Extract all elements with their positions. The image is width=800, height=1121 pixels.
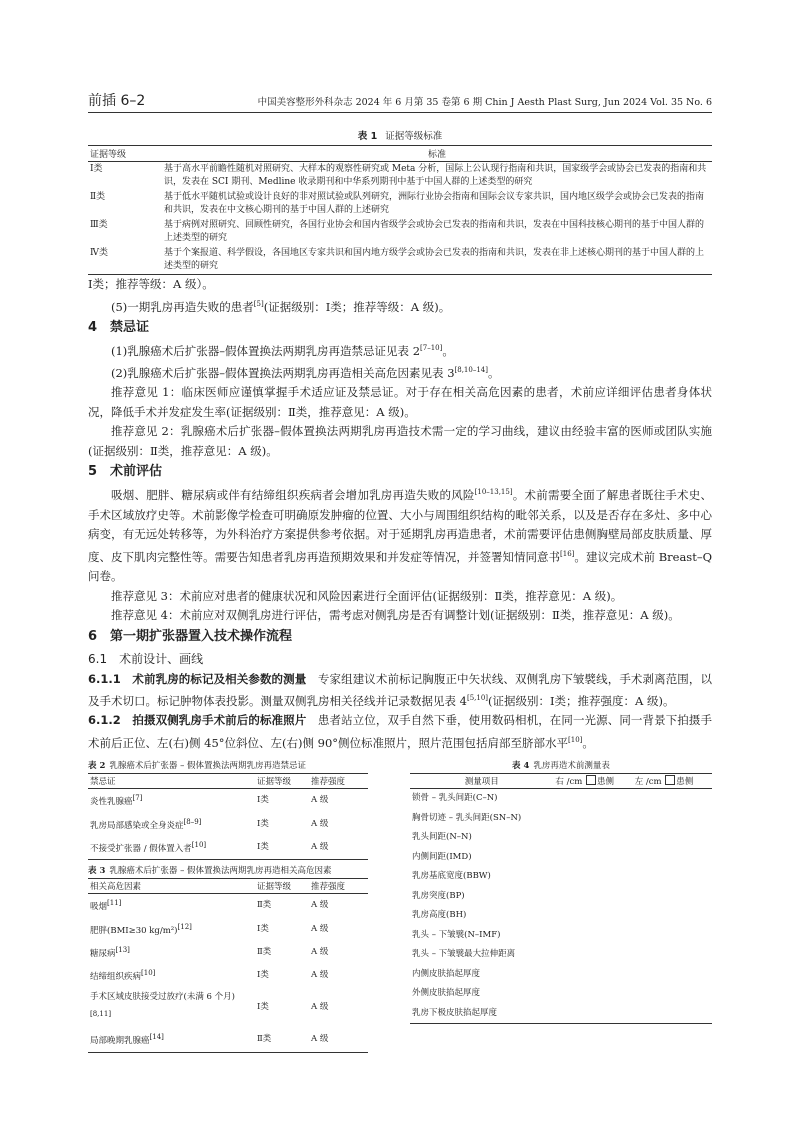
- body-paragraph: 吸烟、肥胖、糖尿病或伴有结缔组织疾病者会增加乳房再造失败的风险[10–13,15]。术前需要全面了解患者既往手术史、手术区域放疗史等。术前影像学检查可明确原发肿瘤的位置、大小与周围组织结构的毗邻关系，以及是否存在多灶、多中心病变，有无远处转移等，为外科治疗方案提供参考依据。对于延期乳房再造患者，术前需要评估患侧胸壁局部皮肤质量、厚度、皮下肌肉完整性等。需要告知患者乳房再造预期效果和并发症等情况，并签署知情同意书[16]。建议完成术前 Breast–Q 问卷。: [88, 488, 713, 584]
- table-3-col-item: 相关高危因素: [88, 879, 255, 894]
- table-row: 乳头 – 下皱襞(N–IMF): [412, 929, 501, 940]
- table-2-caption: 表 2 乳腺癌术后扩张器 – 假体置换法两期乳房再造禁忌证: [88, 761, 307, 772]
- table-row: 胸骨切迹 – 乳头间距(SN–N): [412, 812, 522, 823]
- citation: [5,10]: [466, 694, 489, 703]
- table-4-col-right: 右 /cm 患侧: [553, 774, 632, 789]
- subsection-heading-6-1: 6.1 术前设计、画线: [88, 651, 204, 666]
- table-4-caption: 表 4 乳房再造术前测量表: [512, 761, 610, 772]
- table-4-col-item: 测量项目: [410, 774, 553, 789]
- body-paragraph: Ⅰ类；推荐等级：A 级）。: [88, 277, 214, 291]
- citation: [7–10]: [420, 343, 443, 352]
- citation: [5]: [253, 299, 264, 308]
- grade-cell: Ⅲ类: [90, 220, 108, 230]
- evidence-grade-table: [88, 145, 712, 275]
- table-row: 吸烟[11] Ⅱ类 A 级: [90, 899, 329, 913]
- table-row: 乳头间距(N–N): [412, 832, 472, 843]
- table-3-caption: 表 3 乳腺癌术后扩张器 – 假体置换法两期乳房再造相关高危因素: [88, 866, 332, 877]
- citation: [10]: [568, 735, 583, 744]
- section-heading-4: 4 禁忌证: [88, 319, 150, 335]
- subsection-heading-6-1-2: 6.1.2 拍摄双侧乳房手术前后的标准照片: [88, 713, 307, 728]
- running-header: [88, 88, 712, 113]
- table-4: [410, 759, 712, 1024]
- table-row: 乳头 – 下皱襞最大拉伸距离: [412, 949, 516, 960]
- table-row: 炎性乳腺癌[7] Ⅰ类 A 级: [90, 794, 329, 808]
- standard-cell: 基于个案报道、科学假设，各国地区专家共识和国内地方级学会或协会已发表的指南和共识，发表在非上述核心期刊的基于中国人群的上述类型的研究: [164, 248, 705, 271]
- table-1-col-grade: 证据等级: [88, 146, 162, 162]
- table-row: 手术区域皮肤接受过放疗(未满 6 个月)[8,11] Ⅰ类 A 级: [90, 991, 329, 1019]
- table-row: 乳房突度(BP): [412, 890, 465, 901]
- body-paragraph: 6.1.1 术前乳房的标记及相关参数的测量 专家组建议术前标记胸腹正中矢状线、双侧乳房下皱襞线，手术剥离范围，以及手术切口。标记肿物体表投影。测量双侧乳房相关径线并记录数据见表 4[5,10](证据级别：Ⅰ类；推荐强度：A 级)。: [88, 671, 712, 708]
- bottom-tables: [88, 759, 712, 1047]
- table-3: [88, 864, 368, 1052]
- table-3-col-grade: 证据等级: [255, 879, 309, 894]
- table-row: 乳房局部感染或全身炎症[8–9] Ⅰ类 A 级: [90, 817, 329, 831]
- standard-cell: 基于高水平前瞻性随机对照研究、大样本的观察性研究或 Meta 分析，国际上公认现行指南和共识，国家级学会或协会已发表的指南和共识，发表在 SCI 期刊、Medline 收录期刊和中华系列期刊中基于中国人群的上述类型的研究: [164, 164, 707, 187]
- table-2: [88, 759, 368, 860]
- body-paragraph: (5)一期乳房再造失败的患者[5](证据级别：Ⅰ类；推荐等级：A 级)。: [111, 299, 451, 314]
- standard-cell: 基于低水平随机试验或设计良好的非对照试验或队列研究，洲际行业协会指南和国际会议专家共识，国内地区级学会或协会已发表的指南和共识，发表在中文核心期刊的基于中国人群的上述研究: [164, 192, 705, 215]
- table-row: 结缔组织疾病[10] Ⅰ类 A 级: [90, 969, 329, 983]
- citation: [10–13,15]: [474, 488, 513, 497]
- contraindication-table: [88, 773, 368, 860]
- table-1-col-standard: 标准: [162, 146, 712, 162]
- subsection-heading-6-1-1: 6.1.1 术前乳房的标记及相关参数的测量: [88, 671, 307, 686]
- table-row: 乳房基底宽度(BBW): [412, 871, 491, 882]
- body-paragraph: (1)乳腺癌术后扩张器–假体置换法两期乳房再造禁忌证见表 2[7–10]。: [111, 343, 454, 358]
- right-column: [410, 759, 712, 1024]
- grade-cell: Ⅱ类: [90, 192, 106, 202]
- table-row: 糖尿病[13] Ⅱ类 A 级: [90, 945, 329, 959]
- table-2-col-item: 禁忌证: [88, 774, 255, 789]
- table-4-col-left: 左 /cm 患侧: [633, 774, 712, 789]
- body-paragraph: (2)乳腺癌术后扩张器–假体置换法两期乳房再造相关高危因素见表 3[8,10–14]。: [111, 365, 500, 380]
- table-3-col-strength: 推荐强度: [309, 879, 368, 894]
- left-column: [88, 759, 368, 1052]
- table-row: 外侧皮肤掐起厚度: [412, 988, 481, 999]
- table-row: 内侧间距(IMD): [412, 851, 472, 862]
- table-1-caption: [88, 128, 712, 142]
- recommendation-3: 推荐意见 3：术前应对患者的健康状况和风险因素进行全面评估(证据级别：Ⅱ类，推荐意见：A 级)。: [111, 588, 623, 603]
- table-row: [88, 190, 712, 218]
- table-1-number: 表 1: [357, 131, 378, 142]
- grade-cell: Ⅳ类: [90, 248, 108, 258]
- table-row: 不接受扩张器 / 假体置入者[10] Ⅰ类 A 级: [90, 840, 329, 854]
- body-paragraph: 6.1.2 拍摄双侧乳房手术前后的标准照片 患者站立位，双手自然下垂，使用数码相机，在同一光源、同一背景下拍摄手术前后正位、左(右)侧 45°位斜位、左(右)侧 90°侧位标准照片，照片范围包括肩部至脐部水平[10]。: [88, 713, 712, 750]
- table-2-col-grade: 证据等级: [255, 774, 309, 789]
- table-row: 锁骨 – 乳头间距(C–N): [412, 793, 498, 804]
- table-row: [88, 246, 712, 275]
- page-label: 前插 6–2: [88, 93, 146, 109]
- standard-cell: 基于病例对照研究、回顾性研究，各国行业协会和国内省级学会或协会已发表的指南和共识，发表在中国科技核心期刊的基于中国人群的上述类型的研究: [164, 220, 705, 243]
- table-row: 内侧皮肤掐起厚度: [412, 968, 481, 979]
- table-row: 乳房下极皮肤掐起厚度: [412, 1007, 498, 1018]
- grade-cell: Ⅰ类: [90, 164, 103, 174]
- measurement-table: [410, 773, 712, 1024]
- table-row: [88, 218, 712, 246]
- table-1: [88, 128, 712, 275]
- risk-factor-table: [88, 878, 368, 1052]
- table-2-col-strength: 推荐强度: [309, 774, 368, 789]
- checkbox-icon: [586, 775, 596, 785]
- article-content: [88, 124, 713, 1047]
- section-heading-6: 6 第一期扩张器置入技术操作流程: [88, 628, 293, 644]
- table-1-title: 证据等级标准: [385, 131, 443, 142]
- recommendation-1: 推荐意见 1：临床医师应谨慎掌握手术适应证及禁忌证。对于存在相关高危因素的患者，术前应详细评估患者身体状况，降低手术并发症发生率(证据级别：Ⅱ类，推荐意见：A 级)。: [88, 385, 712, 419]
- table-row: 乳房高度(BH): [412, 910, 467, 921]
- citation: [8,10–14]: [454, 366, 488, 375]
- table-row: 肥胖(BMI≥30 kg/m²)[12] Ⅰ类 A 级: [90, 922, 329, 936]
- table-row: [88, 162, 712, 191]
- checkbox-icon: [665, 775, 675, 785]
- citation: [16]: [560, 549, 575, 558]
- journal-citation: 中国美容整形外科杂志 2024 年 6 月第 35 卷第 6 期 Chin J Aesth Plast Surg, Jun 2024 Vol. 35 No. 6: [257, 97, 712, 108]
- table-row: 局部晚期乳腺癌[14] Ⅱ类 A 级: [90, 1033, 329, 1047]
- recommendation-2: 推荐意见 2：乳腺癌术后扩张器–假体置换法两期乳房再造技术需一定的学习曲线，建议由经验丰富的医师或团队实施(证据级别：Ⅱ类，推荐意见：A 级)。: [88, 424, 712, 458]
- recommendation-4: 推荐意见 4：术前应对双侧乳房进行评估，需考虑对侧乳房是否有调整计划(证据级别：Ⅱ类，推荐意见：A 级)。: [111, 608, 680, 623]
- section-heading-5: 5 术前评估: [88, 464, 163, 480]
